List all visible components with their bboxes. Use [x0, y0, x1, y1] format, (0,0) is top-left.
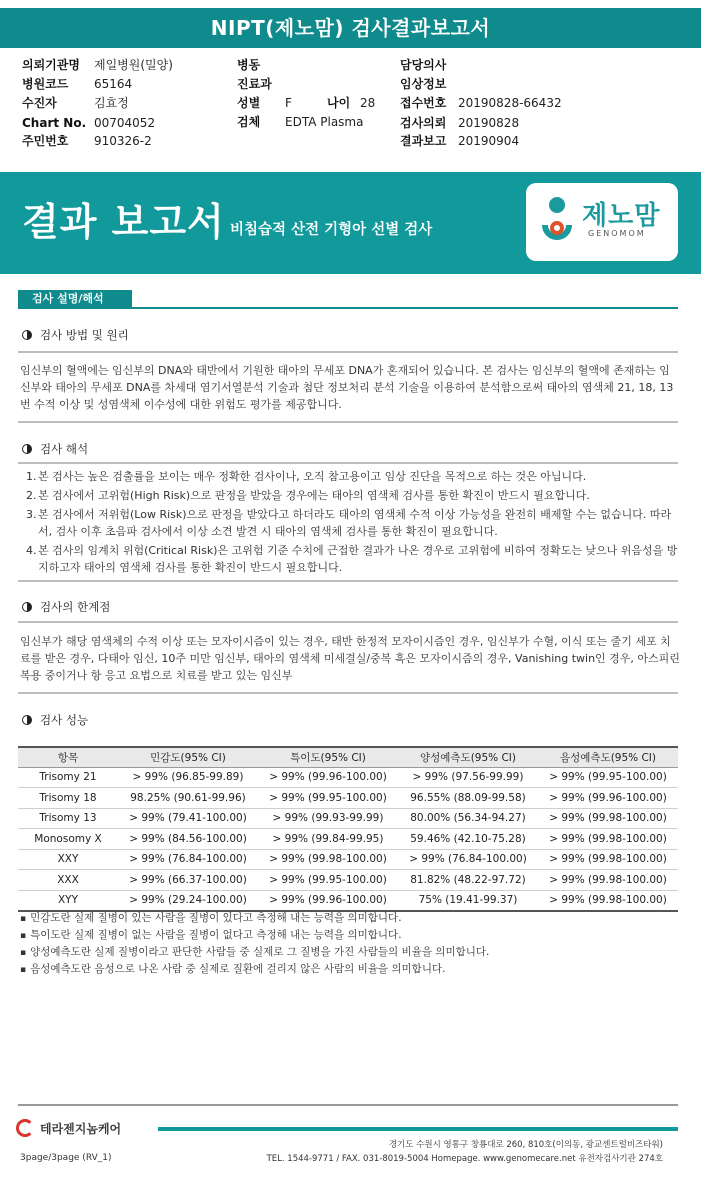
table-cell: > 99% (99.84-99.95)	[258, 829, 398, 850]
list-item: 4. 본 검사의 임계치 위험(Critical Risk)은 고위험 기준 수치에 근접한 결과가 나온 경우로 고위험에 비하여 정확도는 낮으나 위음성을 방지하고자 태아의 염색체 검사를 통한 확진이 반드시 필요합니다.	[26, 544, 678, 574]
info-key: 의뢰기관명	[22, 58, 80, 72]
table-header-row	[18, 747, 678, 767]
table-row	[18, 829, 678, 850]
company-logo	[16, 1118, 121, 1140]
info-row	[400, 75, 458, 93]
table-cell: > 99% (99.98-100.00)	[538, 808, 678, 829]
table-cell: 80.00% (56.34-94.27)	[398, 808, 538, 829]
divider	[18, 351, 678, 353]
table-row	[18, 870, 678, 891]
info-key: 임상정보	[400, 77, 447, 91]
info-row	[327, 94, 375, 112]
divider	[18, 307, 678, 309]
table-cell: > 99% (99.95-100.00)	[258, 870, 398, 891]
table-cell: > 99% (84.56-100.00)	[118, 829, 258, 850]
patient-info	[0, 54, 701, 154]
info-value: 28	[360, 96, 376, 110]
table-cell: > 99% (99.93-99.99)	[258, 808, 398, 829]
performance-heading	[22, 712, 88, 728]
info-value: 00704052	[94, 116, 156, 130]
table-cell: > 99% (96.85-99.89)	[118, 767, 258, 788]
table-cell: > 99% (99.95-100.00)	[538, 767, 678, 788]
list-item-text: 본 검사는 높은 검출률을 보이는 매우 정확한 검사이나, 오직 참고용이고 임상 진단을 목적으로 하는 것은 아닙니다.	[38, 470, 587, 483]
list-item: 3. 본 검사에서 저위험(Low Risk)으로 판정을 받았다고 하더라도 태아의 염색체 수적 이상 가능성을 완전히 배제할 수는 없습니다. 따라서, 검사 이후 초음파 검사에서 이상 소견 발견 시 태아의 염색체 검사를 통한 확진이 필요합니다.	[26, 508, 672, 538]
table-cell: XYY	[18, 890, 118, 911]
table-cell: 59.46% (42.10-75.28)	[398, 829, 538, 850]
info-row	[22, 94, 129, 112]
table-row	[18, 767, 678, 788]
divider	[18, 462, 678, 464]
info-value: 65164	[94, 77, 133, 91]
logo-subtext: GENOMOM	[588, 229, 646, 238]
table-cell: > 99% (76.84-100.00)	[118, 849, 258, 870]
info-row	[22, 114, 155, 132]
info-key: 주민번호	[22, 134, 69, 148]
table-cell: > 99% (76.84-100.00)	[398, 849, 538, 870]
footer-accent-bar	[158, 1127, 678, 1131]
info-key: 수진자	[22, 96, 57, 110]
info-row	[22, 132, 152, 150]
table-cell: > 99% (99.98-100.00)	[538, 849, 678, 870]
list-item-text: 본 검사에서 고위험(High Risk)으로 판정을 받았을 경우에는 태아의 염색체 검사를 통한 확진이 반드시 필요합니다.	[38, 489, 590, 502]
info-row	[237, 75, 285, 93]
info-key: 담당의사	[400, 58, 447, 72]
info-value: 20190904	[458, 134, 520, 148]
table-cell: Trisomy 18	[18, 788, 118, 809]
note-item: ▪ 음성예측도란 음성으로 나온 사람 중 실제로 질환에 걸리지 않은 사람의 비율을 의미합니다.	[20, 961, 680, 978]
banner-title: 결과 보고서	[22, 200, 225, 244]
footer-divider	[18, 1104, 678, 1106]
info-value: F	[285, 96, 292, 110]
contact-line: TEL. 1544-9771 / FAX. 031-8019-5004 Homepage. www.genomecare.net 유전자검사기관 274호	[266, 1154, 663, 1164]
company-name: 테라젠지놈케어	[40, 1122, 122, 1136]
info-value: 20190828-66432	[458, 96, 562, 110]
note-item: ▪ 양성예측도란 실제 질병이라고 판단한 사람들 중 실제로 그 질병을 가진 사람들의 비율을 의미합니다.	[20, 944, 680, 961]
method-heading	[22, 327, 129, 343]
info-row	[400, 56, 458, 74]
info-value: 김효정	[94, 96, 129, 110]
divider	[18, 621, 678, 623]
table-cell: > 99% (99.98-100.00)	[538, 890, 678, 911]
info-value: 20190828	[458, 116, 520, 130]
half-circle-icon	[22, 715, 32, 725]
table-cell: 75% (19.41-99.37)	[398, 890, 538, 911]
note-item: ▪ 민감도란 실제 질병이 있는 사람을 질병이 있다고 측정해 내는 능력을 의미합니다.	[20, 910, 680, 927]
table-cell: > 99% (99.96-100.00)	[538, 788, 678, 809]
info-row	[400, 132, 519, 150]
interpretation-heading	[22, 441, 88, 457]
table-cell: 98.25% (90.61-99.96)	[118, 788, 258, 809]
table-cell: > 99% (99.98-100.00)	[258, 849, 398, 870]
table-cell: > 99% (79.41-100.00)	[118, 808, 258, 829]
info-key: 병원코드	[22, 77, 69, 91]
table-cell: Trisomy 13	[18, 808, 118, 829]
limitations-text: 임신부가 해당 염색체의 수적 이상 또는 모자이시즘이 있는 경우, 태반 한정적 모자이시즘인 경우, 임신부가 수혈, 이식 또는 줄기 세포 치료를 받은 경우, 다태아 임신, 10주 미만 임신부, 태아의 염색체 미세결실/중복 혹은 모자이시즘의 경우, Vanishing twin인 경우, 아스피린 복용 중이거나 항 응고 요법으로 치료를 받고 있는 임신부	[20, 635, 680, 682]
info-key: 성별	[237, 96, 261, 110]
section-tab: 검사 설명/해석	[18, 290, 132, 308]
report-title: NIPT(제노맘) 검사결과보고서	[0, 8, 701, 48]
info-row	[400, 94, 562, 112]
table-cell: > 99% (99.96-100.00)	[258, 890, 398, 911]
info-key: 검사의뢰	[400, 116, 447, 130]
table-row	[18, 808, 678, 829]
heading-text: 검사의 한계점	[40, 600, 111, 614]
genomom-logo	[526, 183, 678, 261]
table-cell: > 99% (99.95-100.00)	[258, 788, 398, 809]
table-cell: > 99% (97.56-99.99)	[398, 767, 538, 788]
divider	[18, 580, 678, 582]
info-key: 나이	[327, 96, 351, 110]
table-row	[18, 788, 678, 809]
performance-table	[18, 746, 678, 912]
company-logo-icon	[16, 1119, 34, 1137]
table-row	[18, 849, 678, 870]
info-value: 910326-2	[94, 134, 152, 148]
info-row	[22, 56, 173, 74]
table-cell: > 99% (99.98-100.00)	[538, 829, 678, 850]
info-key: 접수번호	[400, 96, 447, 110]
banner-subtitle: 비침습적 산전 기형아 선별 검사	[230, 222, 433, 238]
performance-notes	[20, 910, 680, 978]
info-value: EDTA Plasma	[285, 115, 364, 129]
table-cell: XXY	[18, 849, 118, 870]
info-key: 검체	[237, 115, 261, 129]
info-key: Chart No.	[22, 116, 87, 130]
info-row	[22, 75, 132, 93]
half-circle-icon	[22, 444, 32, 454]
divider	[18, 692, 678, 694]
info-row	[237, 113, 363, 131]
heading-text: 검사 성능	[40, 713, 89, 727]
table-cell: Trisomy 21	[18, 767, 118, 788]
interpretation-list	[20, 468, 680, 578]
table-cell: XXX	[18, 870, 118, 891]
note-item: ▪ 특이도란 실제 질병이 없는 사람을 질병이 없다고 측정해 내는 능력을 의미합니다.	[20, 927, 680, 944]
column-header: 항목	[18, 747, 118, 767]
column-header: 음성예측도(95% CI)	[538, 747, 678, 767]
table-cell: Monosomy X	[18, 829, 118, 850]
info-row	[237, 56, 285, 74]
column-header: 특이도(95% CI)	[258, 747, 398, 767]
list-item: 1. 본 검사는 높은 검출률을 보이는 매우 정확한 검사이나, 오직 참고용이고 임상 진단을 목적으로 하는 것은 아닙니다.	[26, 470, 587, 483]
list-item: 2. 본 검사에서 고위험(High Risk)으로 판정을 받았을 경우에는 태아의 염색체 검사를 통한 확진이 반드시 필요합니다.	[26, 489, 590, 502]
table-cell: > 99% (99.96-100.00)	[258, 767, 398, 788]
address-line: 경기도 수원시 영통구 창룡대로 260, 810호(이의동, 광교센트럴비즈타워)	[388, 1140, 663, 1150]
table-cell: 81.82% (48.22-97.72)	[398, 870, 538, 891]
page-number: 3page/3page (RV_1)	[20, 1153, 112, 1163]
info-key: 병동	[237, 58, 261, 72]
table-row	[18, 890, 678, 911]
genomom-logo-icon	[536, 195, 578, 249]
list-item-text: 본 검사의 임계치 위험(Critical Risk)은 고위험 기준 수치에 근접한 결과가 나온 경우로 고위험에 비하여 정확도는 낮으나 위음성을 방지하고자 태아의 염색체 검사를 통한 확진이 반드시 필요합니다.	[38, 544, 678, 574]
heading-text: 검사 해석	[40, 442, 89, 456]
table-cell: 96.55% (88.09-99.58)	[398, 788, 538, 809]
info-value: 제일병원(밀양)	[94, 58, 173, 72]
list-item-text: 본 검사에서 저위험(Low Risk)으로 판정을 받았다고 하더라도 태아의 염색체 수적 이상 가능성을 완전히 배제할 수는 없습니다. 따라서, 검사 이후 초음파 검사에서 이상 소견 발견 시 태아의 염색체 검사를 통한 확진이 필요합니다.	[38, 508, 672, 538]
info-row	[400, 114, 519, 132]
footer-address	[267, 1138, 663, 1166]
table-cell: > 99% (29.24-100.00)	[118, 890, 258, 911]
info-row	[237, 94, 292, 112]
table-cell: > 99% (66.37-100.00)	[118, 870, 258, 891]
table-cell: > 99% (99.98-100.00)	[538, 870, 678, 891]
half-circle-icon	[22, 602, 32, 612]
column-header: 민감도(95% CI)	[118, 747, 258, 767]
info-key: 결과보고	[400, 134, 447, 148]
heading-text: 검사 방법 및 원리	[40, 328, 129, 342]
info-key: 진료과	[237, 77, 272, 91]
divider	[18, 421, 678, 423]
limitations-heading	[22, 599, 110, 615]
logo-text: 제노맘	[582, 201, 661, 231]
method-text: 임신부의 혈액에는 임신부의 DNA와 태반에서 기원한 태아의 무세포 DNA가 혼재되어 있습니다. 본 검사는 임신부의 혈액에 존재하는 임신부와 태아의 무세포 DNA를 차세대 염기서열분석 기술과 첨단 정보처리 분석 기술을 이용하여 분석함으로써 태아의 염색체 21, 18, 13번 수적 이상 및 성염색체 이수성에 대한 위험도 평가를 제공합니다.	[20, 364, 674, 411]
column-header: 양성예측도(95% CI)	[398, 747, 538, 767]
half-circle-icon	[22, 330, 32, 340]
